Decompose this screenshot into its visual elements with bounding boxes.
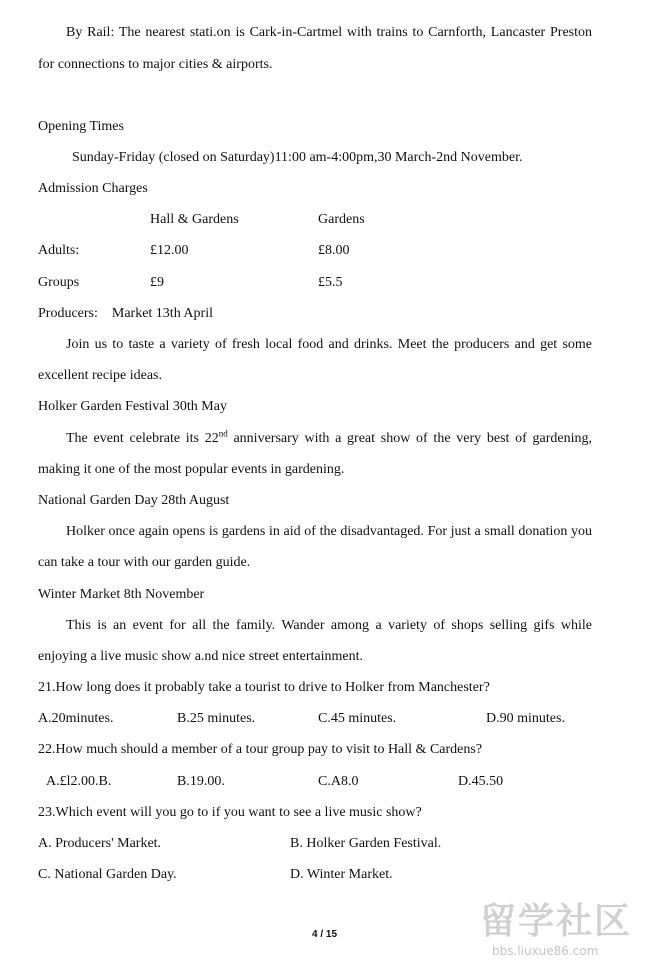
festival-line-1-post: anniversary with a great show of the very best of gardening, [227,431,593,446]
winter-line-2: enjoying a live music show a.nd nice street entertainment. [38,649,364,664]
garden-day-line-1: Holker once again opens is gardens in aid of the disadvantaged. For just a small donation you [66,524,592,539]
q21-option-a: A.20minutes. [38,711,114,726]
admission-row-gardens-price: £8.00 [318,243,350,258]
winter-line-1: This is an event for all the family. Wander among a variety of shops selling gifs while [66,618,592,633]
watermark-url: bbs.liuxue86.com [492,944,599,958]
festival-heading: Holker Garden Festival 30th May [38,399,227,414]
q23-option-c: C. National Garden Day. [38,867,177,882]
producers-line-1: Join us to taste a variety of fresh local food and drinks. Meet the producers and get some [66,337,592,352]
admission-row-gardens-price: £5.5 [318,275,343,290]
q21-option-c: C.45 minutes. [318,711,397,726]
q22-option-b: B.19.00. [177,774,225,789]
festival-line-1-pre: The event celebrate its 22 [66,431,219,446]
rail-line-2: for connections to major cities & airports. [38,57,273,72]
q23-option-d: D. Winter Market. [290,867,393,882]
admission-row-label: Adults: [38,243,80,258]
producers-heading: Producers: Market 13th April [38,306,213,321]
question-22: 22.How much should a member of a tour group pay to visit to Hall & Cardens? [38,742,483,757]
opening-times-text: Sunday-Friday (closed on Saturday)11:00 am-4:00pm,30 March-2nd November. [72,150,523,165]
page-number: 4 / 15 [311,929,338,940]
admission-col-gardens: Gardens [318,212,365,227]
q23-option-b: B. Holker Garden Festival. [290,836,442,851]
watermark-logo: 留学社区 [480,901,633,942]
opening-times-heading: Opening Times [38,119,124,134]
rail-line-1: By Rail: The nearest stati.on is Cark-in-Cartmel with trains to Carnforth, Lancaster Preston [66,25,592,40]
question-23: 23.Which event will you go to if you want to see a live music show? [38,805,422,820]
garden-day-heading: National Garden Day 28th August [38,493,230,508]
admission-col-hall-gardens: Hall & Gardens [150,212,239,227]
admission-row-label: Groups [38,275,80,290]
q22-option-c: C.A8.0 [318,774,359,789]
q21-option-b: B.25 minutes. [177,711,256,726]
admission-heading: Admission Charges [38,181,148,196]
festival-line-1 [66,430,592,448]
producers-line-2: excellent recipe ideas. [38,368,162,383]
festival-ordinal-suffix: nd [218,428,228,439]
festival-line-2: making it one of the most popular events in gardening. [38,462,345,477]
question-21: 21.How long does it probably take a tourist to drive to Holker from Manchester? [38,680,490,695]
winter-heading: Winter Market 8th November [38,587,205,602]
q22-option-a: A.£l2.00.B. [46,774,112,789]
q21-option-d: D.90 minutes. [486,711,565,726]
admission-row-hall-price: £9 [150,275,164,290]
garden-day-line-2: can take a tour with our garden guide. [38,555,251,570]
admission-row-hall-price: £12.00 [150,243,189,258]
q23-option-a: A. Producers' Market. [38,836,162,851]
q22-option-d: D.45.50 [458,774,504,789]
